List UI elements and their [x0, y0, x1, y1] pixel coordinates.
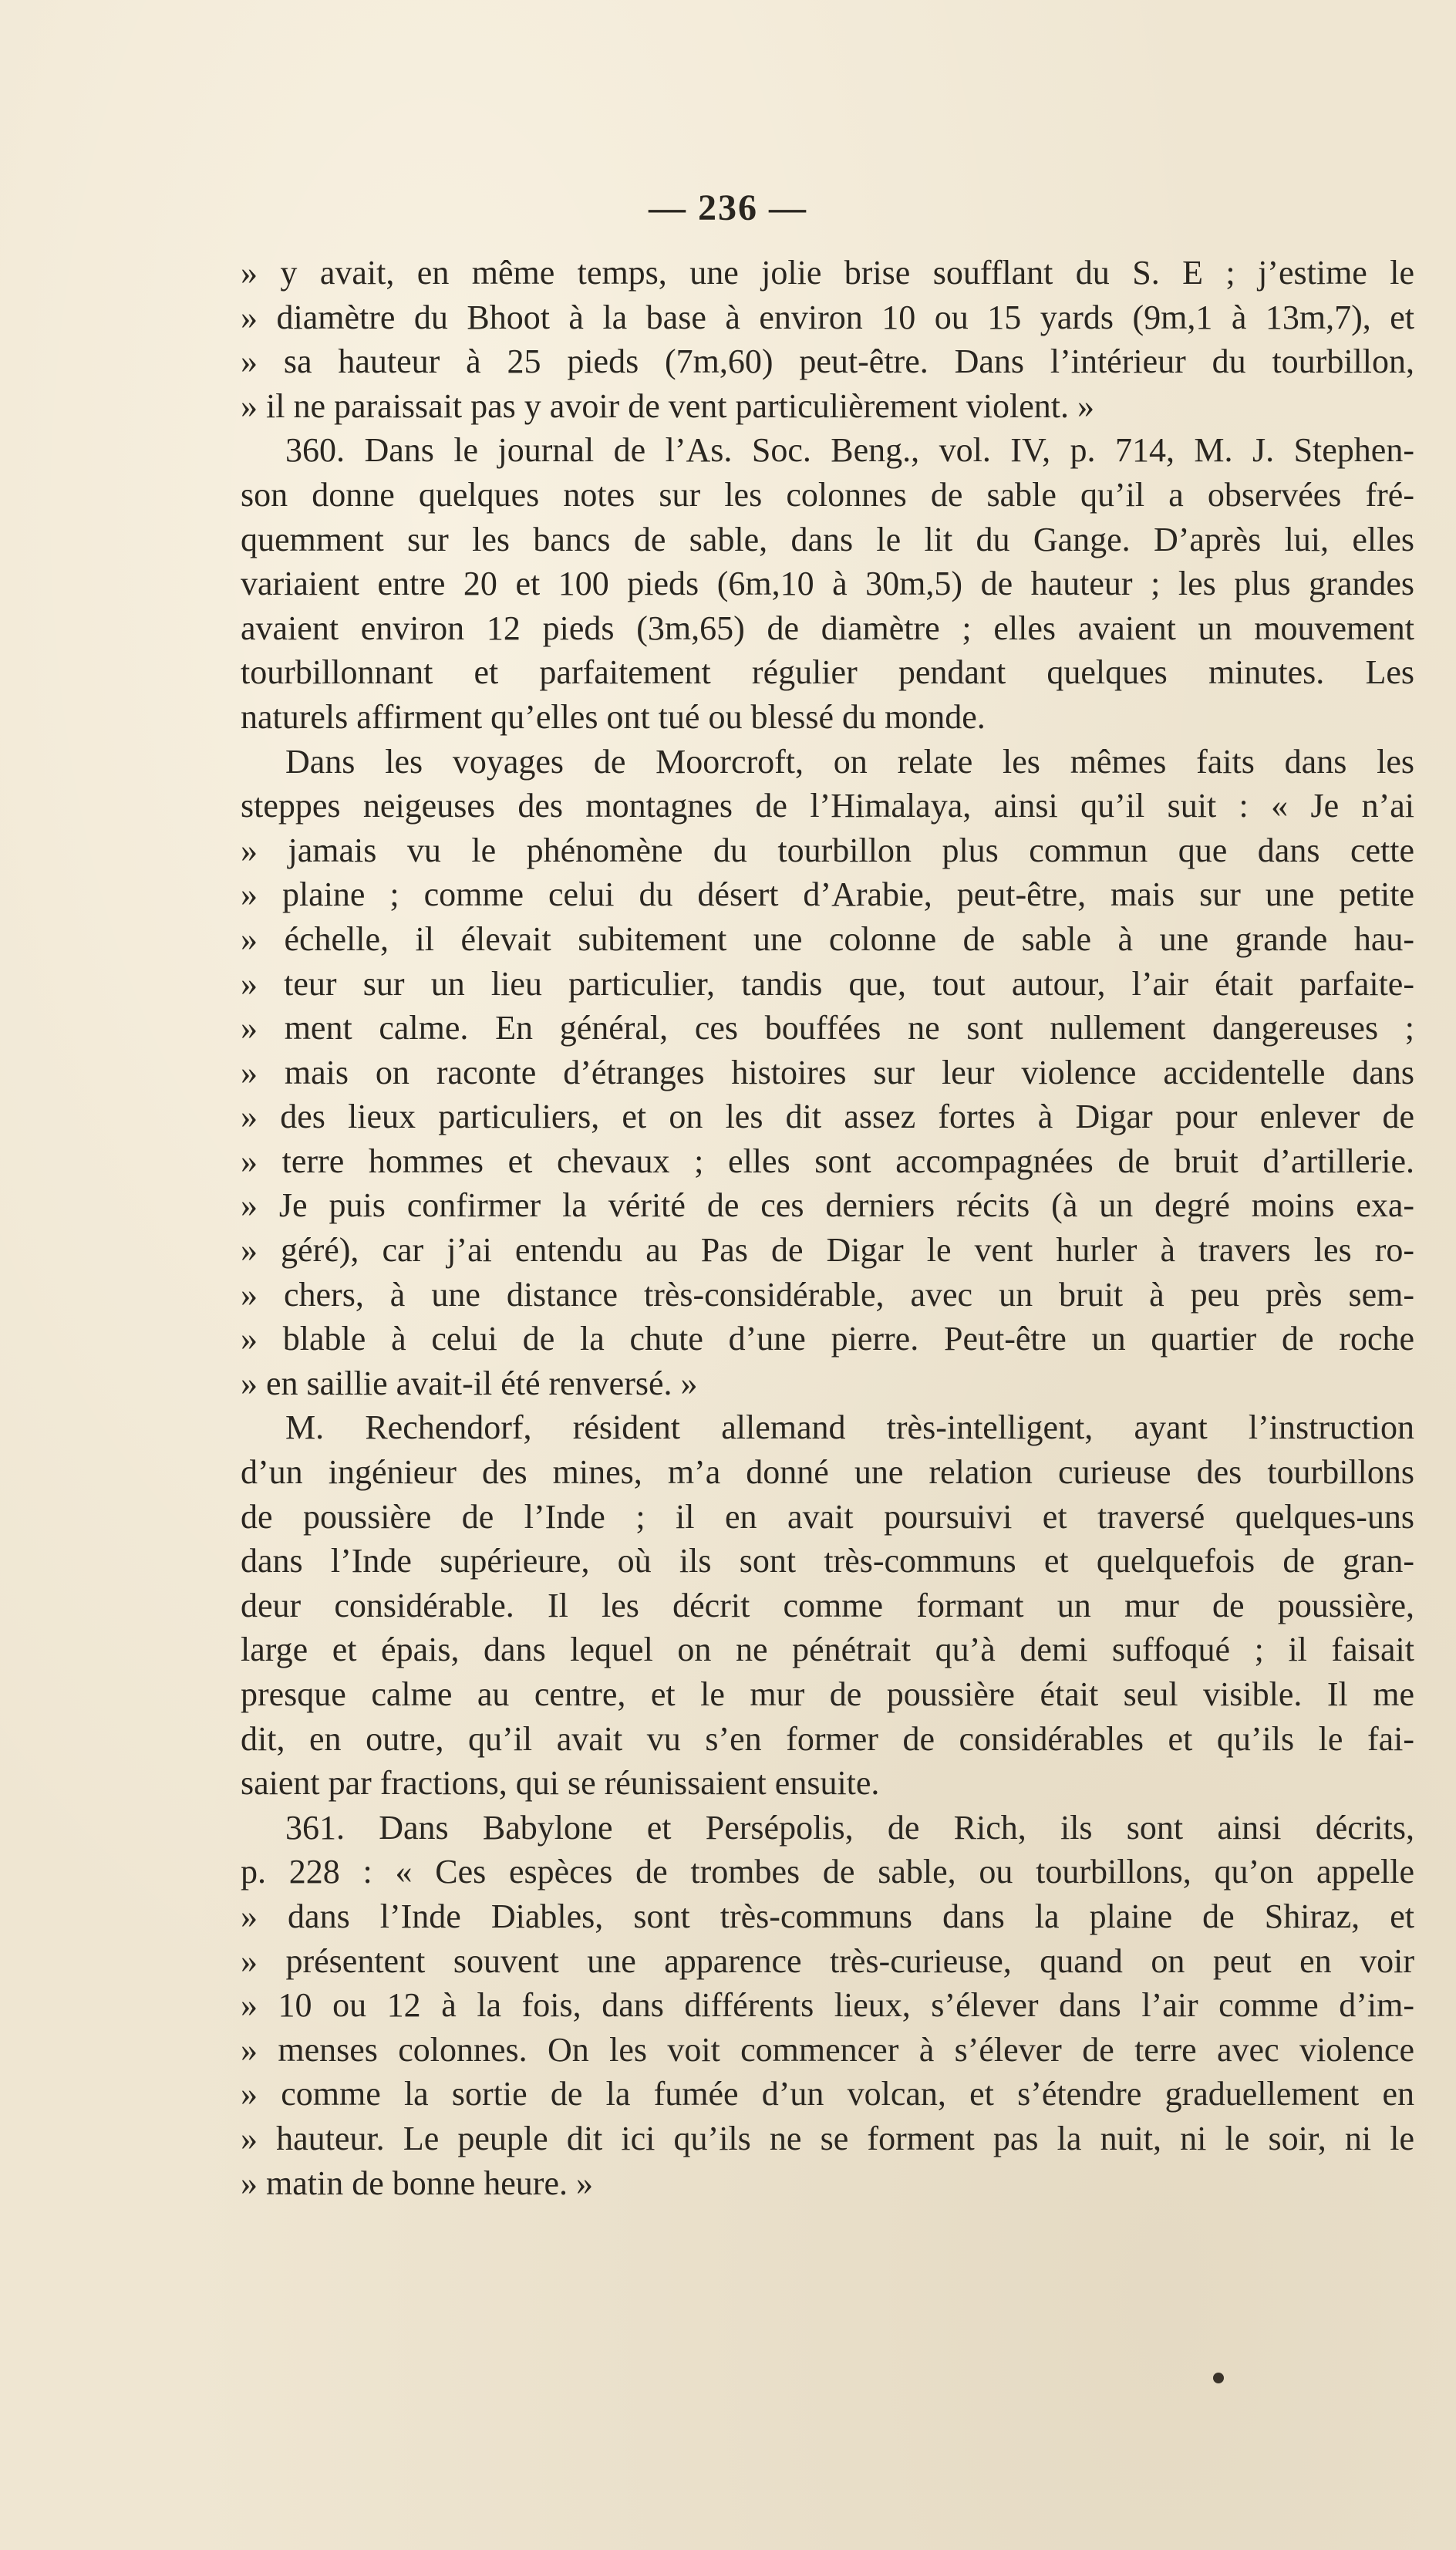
text-line: » teur sur un lieu particulier, tandis que, tout autour, l’air était parfaite- [241, 964, 1414, 1003]
text-line: dit, en outre, qu’il avait vu s’en former de considérables et qu’ils le fai- [241, 1719, 1414, 1758]
text-line: steppes neigeuses des montagnes de l’Himalaya, ainsi qu’il suit : « Je n’ai [241, 787, 1414, 825]
page-number: — 236 — [649, 187, 807, 228]
text-line: variaient entre 20 et 100 pieds (6m,10 à 30m,5) de hauteur ; les plus grandes [241, 565, 1414, 603]
text-line: » présentent souvent une apparence très-curieuse, quand on peut en voir [241, 1941, 1414, 1980]
text-line: Dans les voyages de Moorcroft, on relate les mêmes faits dans les [285, 742, 1414, 781]
text-line: » terre hommes et chevaux ; elles sont accompagnées de bruit d’artillerie. [241, 1142, 1414, 1180]
text-line: p. 228 : « Ces espèces de trombes de sable, ou tourbillons, qu’on appelle [241, 1853, 1414, 1891]
text-line: » plaine ; comme celui du désert d’Arabie, peut-être, mais sur une petite [241, 875, 1414, 914]
body-text [241, 251, 1414, 2205]
text-line: » menses colonnes. On les voit commencer à s’élever de terre avec violence [241, 2030, 1414, 2069]
text-line: deur considérable. Il les décrit comme formant un mur de poussière, [241, 1586, 1414, 1624]
text-line: » jamais vu le phénomène du tourbillon plus commun que dans cette [241, 831, 1414, 869]
text-line: » comme la sortie de la fumée d’un volcan, et s’étendre graduellement en [241, 2075, 1414, 2113]
text-line: dans l’Inde supérieure, où ils sont très-communs et quelquefois de gran- [241, 1542, 1414, 1580]
ink-dot [1213, 2373, 1224, 2383]
text-line: naturels affirment qu’elles ont tué ou blessé du monde. [241, 697, 986, 736]
text-line: de poussière de l’Inde ; il en avait poursuivi et traversé quelques-uns [241, 1497, 1414, 1536]
text-line: saient par fractions, qui se réunissaient ensuite. [241, 1764, 880, 1803]
text-line: » échelle, il élevait subitement une colonne de sable à une grande hau- [241, 919, 1414, 958]
text-line: » ment calme. En général, ces bouffées ne sont nullement dangereuses ; [241, 1009, 1414, 1047]
text-line: » sa hauteur à 25 pieds (7m,60) peut-être. Dans l’intérieur du tourbillon, [241, 342, 1414, 381]
text-line: » en saillie avait-il été renversé. » [241, 1364, 698, 1402]
text-line: » il ne paraissait pas y avoir de vent particulièrement violent. » [241, 386, 1094, 425]
text-line: » des lieux particuliers, et on les dit assez fortes à Digar pour enlever de [241, 1098, 1414, 1136]
text-line: » dans l’Inde Diables, sont très-communs dans la plaine de Shiraz, et [241, 1897, 1414, 1935]
text-line: M. Rechendorf, résident allemand très-intelligent, ayant l’instruction [285, 1408, 1414, 1447]
text-line: son donne quelques notes sur les colonnes de sable qu’il a observées fré- [241, 475, 1414, 514]
text-line: » mais on raconte d’étranges histoires sur leur violence accidentelle dans [241, 1053, 1414, 1091]
text-line: » géré), car j’ai entendu au Pas de Digar le vent hurler à travers les ro- [241, 1231, 1414, 1270]
text-line: avaient environ 12 pieds (3m,65) de diamètre ; elles avaient un mouvement [241, 609, 1414, 647]
text-line: 361. Dans Babylone et Persépolis, de Rich, ils sont ainsi décrits, [285, 1808, 1414, 1847]
text-line: quemment sur les bancs de sable, dans le lit du Gange. D’après lui, elles [241, 520, 1414, 558]
text-line: tourbillonnant et parfaitement régulier pendant quelques minutes. Les [241, 653, 1414, 692]
text-line: » chers, à une distance très-considérable, avec un bruit à peu près sem- [241, 1275, 1414, 1314]
text-line: d’un ingénieur des mines, m’a donné une relation curieuse des tourbillons [241, 1453, 1414, 1492]
text-line: large et épais, dans lequel on ne pénétrait qu’à demi suffoqué ; il faisait [241, 1631, 1414, 1669]
text-line: » 10 ou 12 à la fois, dans différents lieux, s’élever dans l’air comme d’im- [241, 1986, 1414, 2025]
text-line: » diamètre du Bhoot à la base à environ 10 ou 15 yards (9m,1 à 13m,7), et [241, 298, 1414, 336]
text-line: » Je puis confirmer la vérité de ces derniers récits (à un degré moins exa- [241, 1186, 1414, 1225]
text-line: presque calme au centre, et le mur de poussière était seul visible. Il me [241, 1675, 1414, 1713]
text-line: » hauteur. Le peuple dit ici qu’ils ne se forment pas la nuit, ni le soir, ni le [241, 2119, 1414, 2157]
text-line: » matin de bonne heure. » [241, 2164, 593, 2202]
text-line: 360. Dans le journal de l’As. Soc. Beng., vol. IV, p. 714, M. J. Stephen- [285, 431, 1414, 470]
text-line: » blable à celui de la chute d’une pierre. Peut-être un quartier de roche [241, 1320, 1414, 1358]
text-line: » y avait, en même temps, une jolie brise soufflant du S. E ; j’estime le [241, 254, 1414, 292]
